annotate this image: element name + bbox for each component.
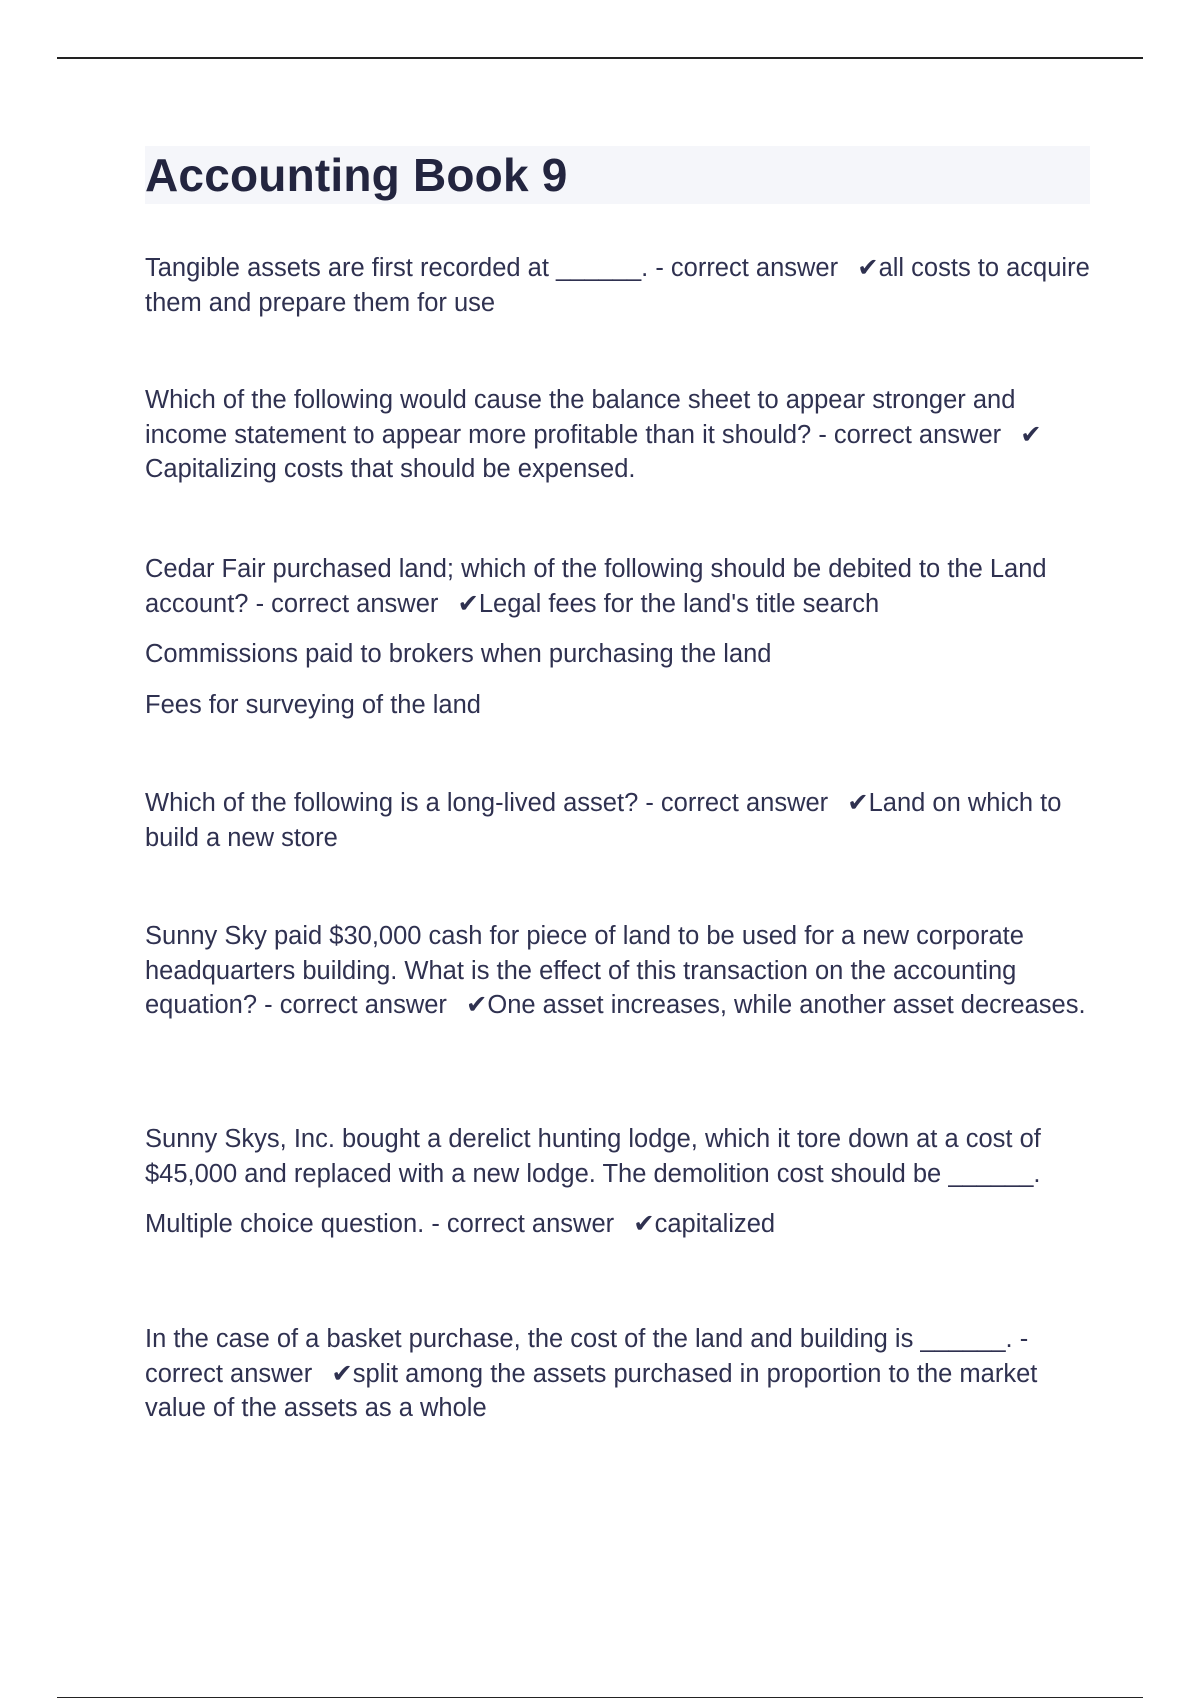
answer-text: One asset increases, while another asset decreases. [487,991,1086,1019]
answer-extra-line: Fees for surveying of the land [145,690,481,719]
answer-text: all costs to acquire them and prepare them for use [145,254,1090,317]
question-text: Sunny Skys, Inc. bought a derelict hunting lodge, which it tore down at a cost of $45,000 and replaced with a new lodge. The demolition cost should be ______. [145,1125,1041,1188]
answer-prefix: - correct answer [145,1325,1029,1388]
answer-prefix: - correct answer [645,789,829,817]
question-text: In the case of a basket purchase, the cost of the land and building is ______. [145,1325,1013,1353]
top-rule [57,57,1143,59]
answer-text: Land on which to build a new store [145,789,1062,852]
check-icon: ✔ [1020,420,1042,449]
answer-prefix: - correct answer [431,1210,615,1238]
question-text: Cedar Fair purchased land; which of the following should be debited to the Land account? [145,555,1047,618]
answer-prefix: - correct answer [818,420,1002,449]
check-icon: ✔ [466,991,488,1019]
qa-item-5 [145,919,1090,1023]
answer-text: Legal fees for the land's title search [478,589,880,618]
qa-item-3 [145,552,1090,722]
check-icon: ✔ [847,789,869,817]
question-text: Sunny Sky paid $30,000 cash for piece of land to be used for a new corporate headquarters building. What is the effect of this transaction on the accounting equation? [145,922,1024,1019]
check-icon: ✔ [633,1210,655,1238]
answer-extra-line: Commissions paid to brokers when purchasing the land [145,640,772,668]
qa-item-4 [145,786,1090,855]
answer-text: split among the assets purchased in proportion to the market value of the assets as a whole [145,1359,1038,1422]
answer-text: capitalized [654,1210,776,1238]
question-subtext: Multiple choice question. [145,1210,425,1238]
check-icon: ✔ [857,254,879,282]
question-text: Tangible assets are first recorded at ______. [145,254,649,282]
question-text: Which of the following is a long-lived asset? [145,789,639,817]
qa-item-6 [145,1122,1090,1242]
document-body [145,146,1090,1422]
answer-prefix: - correct answer [264,991,447,1019]
answer-prefix: - correct answer [255,589,439,618]
qa-item-1 [145,251,1090,320]
qa-item-7 [145,1322,1090,1426]
question-text: Which of the following would cause the balance sheet to appear stronger and income statement to appear more profitable than it should? [145,386,1016,449]
title-banner [145,146,1090,204]
qa-item-2 [145,383,1090,487]
page-title: Accounting Book 9 [145,149,568,201]
check-icon: ✔ [331,1359,353,1388]
answer-text: Capitalizing costs that should be expensed. [145,455,636,483]
answer-prefix: - correct answer [655,254,839,282]
check-icon: ✔ [457,589,479,618]
bottom-rule [57,1697,1143,1698]
